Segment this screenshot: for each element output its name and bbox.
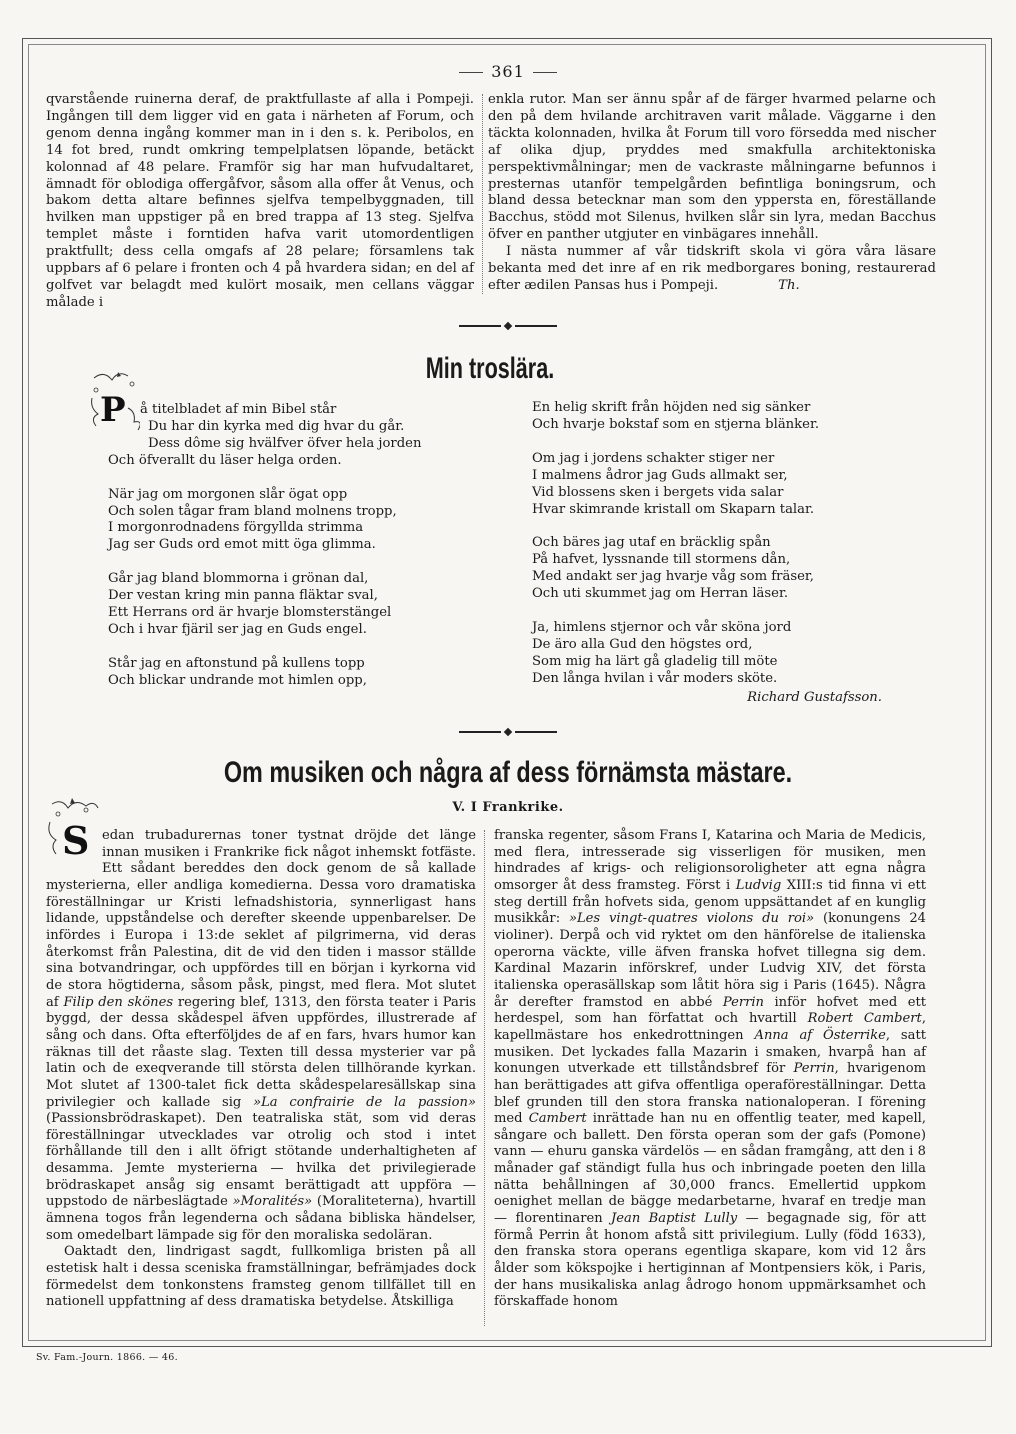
poem-left-stanza-2 bbox=[108, 487, 468, 555]
article-emphasis: Anna af Österrike bbox=[754, 1027, 886, 1043]
article-emphasis: Robert Cambert bbox=[807, 1011, 922, 1027]
poem-left-stanza-1 bbox=[108, 402, 468, 470]
article-text: (konungens 24 violiner). Derpå och vid ryktet om den hänförelse de italienska operorna väckte, ville äfven franska hofvet tillegna sig dem. Kardinal Mazarin införskref, under Ludvig XIV, det första italienska operasällskap som låtit höra sig i Paris (1645). Några år derefter framstod en abbé bbox=[494, 911, 927, 1010]
poem-line: Står jag en aftonstund på kullens topp bbox=[108, 655, 365, 671]
poem-author: Richard Gustafsson. bbox=[747, 689, 882, 705]
poem-line: Och blickar undrande mot himlen opp, bbox=[108, 672, 367, 688]
footer-journal-ref: Sv. Fam.-Journ. 1866. — 46. bbox=[36, 1352, 178, 1363]
poem-line: Ett Herrans ord är hvarje blomsterstängel bbox=[108, 605, 392, 621]
poem-left-stanza-4 bbox=[108, 656, 468, 690]
poem-initial: P bbox=[100, 390, 126, 430]
article-text: inför hofvet med ett herdespel, som han författat och hvartill bbox=[494, 994, 926, 1027]
ornament-divider-1 bbox=[0, 318, 1016, 332]
article-emphasis: Cambert bbox=[528, 1111, 587, 1127]
ornament-divider-2 bbox=[0, 724, 1016, 738]
article-emphasis: »Les vingt-quatres violons du roi» bbox=[568, 911, 815, 927]
article-emphasis: Jean Baptist Lully bbox=[611, 1211, 738, 1227]
poem-line: På hafvet, lyssnande till stormens dån, bbox=[532, 552, 791, 568]
article-emphasis: »Moralités» bbox=[232, 1194, 313, 1210]
article-text: franska regenter, såsom Frans I, Katarina och Maria de Medicis, med flera, intresserade sig visserligen för musiken, men hindrades af krigs- och religionsoroligheter att egna några omsorger åt dess framsteg. Först i bbox=[494, 828, 926, 893]
poem-line: Och uti skummet jag om Herran läser. bbox=[532, 586, 789, 602]
poem-line: Och öfverallt du läser helga orden. bbox=[108, 452, 342, 468]
article-right-paragraph bbox=[494, 828, 926, 1311]
poem-line: Och bäres jag utaf en bräcklig spån bbox=[532, 535, 771, 551]
poem-right-column bbox=[532, 400, 932, 705]
article-text: , kapellmästare hos enkedrottningen bbox=[494, 1011, 926, 1043]
article-emphasis: Perrin bbox=[793, 1061, 835, 1077]
poem-line: Som mig ha lärt gå gladelig till möte bbox=[532, 653, 778, 669]
poem-line: Den långa hvilan i vår moders sköte. bbox=[532, 670, 778, 686]
page-number-dash-left bbox=[459, 72, 483, 73]
top-right-paragraph-1: enkla rutor. Man ser ännu spår af de färger hvarmed pelarne och den på dem hvilande architraven varit målade. Väggarne i den täckta kolonnaden, hvilka åt Forum till voro försedda med nischer af olika djup, pryddes med smakfulla architektoniska perspektivmålningar; men de vackraste målningarne befunnos i presternas utanför tempelgården befintliga boningsrum, och bland dessa betecknar man som den yppersta en, föreställande Bacchus, stödd mot Silenus, hvilken slår sin lyra, medan Bacchus öfver en panther utgjuter en vinbägares innehåll. bbox=[488, 92, 936, 243]
article-emphasis: »La confrairie de la passion» bbox=[253, 1094, 476, 1110]
poem-line: I malmens ådror jag Guds allmakt ser, bbox=[532, 467, 788, 483]
poem-line: En helig skrift från höjden ned sig sänker bbox=[532, 400, 811, 415]
top-signature: Th. bbox=[778, 277, 800, 293]
poem-right-stanza-1 bbox=[532, 400, 932, 434]
article-emphasis: Ludvig bbox=[735, 877, 782, 893]
article-left-paragraph-2: Oaktadt den, lindrigast sagdt, fullkomliga bristen på all estetisk halt i dessa sceniska framställningar, befrämjades dock förmedelst dem tonkonstens framsteg genom tillfället till en nationell uppfattning af dess dramatiska betydelse. Åtskilliga bbox=[46, 1244, 476, 1310]
poem-line: Och i hvar fjäril ser jag en Guds engel. bbox=[108, 621, 367, 637]
poem-right-stanza-3 bbox=[532, 535, 932, 603]
article-text: XIII:s tid finna vi ett steg dertill från hofvets sida, genom uppsättandet af en kunglig musikkår: bbox=[494, 877, 926, 927]
article-right-column bbox=[494, 828, 926, 1311]
article-text: (Moraliteterna), hvartill ämnena togos från legenderna och sådana bibliska händelser, som omedelbart lämpade sig för den moraliska sedoläran. bbox=[46, 1194, 476, 1243]
poem-right-stanza-2 bbox=[532, 451, 932, 519]
article-text: — begagnade sig, för att förmå Perrin åt honom afstå sitt privilegium. Lully (född 1633), den franska stora operans egentliga skapare, kom vid 12 års ålder som kökspojke i hertiginnan af Montpensiers kök, i Paris, der hans musikaliska anlag ådrogo honom uppmärksamhet och förskaffade honom bbox=[494, 1211, 927, 1310]
article-emphasis: Perrin bbox=[722, 994, 764, 1010]
article-text: regering blef, 1313, den första teater i Paris byggd, der dessa skådespel äfven uppfördes, illustrerade af sång och dans. Ofta efterföljdes de af en fars, hvars humor kan räknas till det råaste slag. Texten till dessa mysterier var på latin och de exeqverande till största delen tillhörande kyrkan. Mot slutet af 1300-talet fick detta skådespelaresällskap sina privilegier och kallade sig bbox=[46, 994, 476, 1110]
article-text: inrättade han nu en offentlig teater, med kapell, sångare och ballett. Den första operan som der gafs (Pomone) vann — ehuru ganska värdelös — en sådan framgång, att den i 8 månader gaf ständigt fulla hus och inbringade poeten den lilla nätta behållningen af 30,000 francs. Emellertid uppkom oenighet mellan de bägge medarbetarne, hvaraf en tredje man — florentinaren bbox=[494, 1111, 926, 1227]
top-left-paragraph: qvarstående ruinerna deraf, de praktfullaste af alla i Pompeji. Ingången till dem ligger vid en gata i närheten af Forum, och genom denna ingång kommer man in i den s. k. Peribolos, en 14 fot bred, rundt omkring tempelplatsen löpande, betäckt kolonnad af 48 pelare. Framför sig har man hufvudaltaret, ämnadt för oblodiga offergåfvor, såsom alla offer åt Venus, och bakom detta altare befinnes sjelfva tempelbyggnaden, till hvilken man uppstiger på en bred trappa af 13 steg. Sjelfva templet måste i forntiden hafva varit utomordentligen praktfullt; dess cella omgafs af 28 pelare; församlens tak uppbars af 6 pelare i fronten och 4 på hvardera sidan; en del af golfvet var belagdt med kulört mosaik, men cellans väggar målade i bbox=[46, 92, 474, 310]
article-initial: S bbox=[62, 818, 90, 863]
article-text: (Passionsbrödraskapet). Den teatraliska stät, som vid deras föreställningar utvecklades var otrolig och stod i intet förhållande till den i allt öfrigt stötande underhaltigheten af desamma. Jemte mysterierna — hvilka det privilegierade brödraskapet ansåg sig ensamt berättigadt att uppföra — uppstodo de närbeslägtade bbox=[46, 1111, 476, 1210]
poem-line: Om jag i jordens schakter stiger ner bbox=[532, 450, 775, 466]
article-left-column bbox=[46, 828, 476, 1311]
poem-line: Der vestan kring min panna fläktar sval, bbox=[108, 588, 378, 604]
top-right-paragraph-2 bbox=[488, 244, 936, 295]
column-divider-top bbox=[482, 94, 483, 294]
poem-line: Med andakt ser jag hvarje våg som fräser, bbox=[532, 569, 814, 585]
poem-line: Och hvarje bokstaf som en stjerna blänker. bbox=[532, 416, 820, 432]
poem-line: De äro alla Gud den högstes ord, bbox=[532, 636, 753, 652]
article-left-paragraph-1 bbox=[46, 828, 476, 1244]
poem-line: å titelbladet af min Bibel står bbox=[140, 402, 337, 417]
poem-line: Ja, himlens stjernor och vår sköna jord bbox=[532, 620, 792, 636]
column-divider-article bbox=[484, 830, 485, 1326]
poem-line: I morgonrodnadens förgyllda strimma bbox=[108, 520, 364, 536]
article-emphasis: Filip den skönes bbox=[63, 994, 174, 1010]
poem-left-column bbox=[108, 402, 468, 707]
article-subtitle: V. I Frankrike. bbox=[452, 800, 564, 815]
poem-line: Och solen tågar fram bland molnens tropp, bbox=[108, 503, 397, 519]
page-number-dash-right bbox=[533, 72, 557, 73]
article-text: , satt musiken. Det lyckades falla Mazarin i smaken, hvarpå han af konungen utverkade ett tillståndsbref för bbox=[494, 1027, 926, 1077]
article-title: Om musiken och några af dess förnämsta mästare. bbox=[223, 756, 793, 789]
top-right-paragraph-2-text: I nästa nummer af vår tidskrift skola vi göra våra läsare bekanta med det inre af en rik medborgares boning, restaurerad efter ædilen Pansas hus i Pompeji. bbox=[488, 244, 936, 293]
article-text: , hvarigenom han berättigades att gifva offentliga operaföreställningar. Detta blef grunden till den stora franska nationaloperan. I förening med bbox=[494, 1061, 926, 1127]
poem-line: Vid blossens sken i bergets vida salar bbox=[532, 484, 784, 500]
page-number-text: 361 bbox=[491, 62, 525, 81]
poem-line: När jag om morgonen slår ögat opp bbox=[108, 486, 348, 502]
top-right-column bbox=[488, 92, 936, 295]
page-number bbox=[0, 62, 1016, 81]
poem-title: Min troslära. bbox=[425, 352, 555, 385]
poem-line: Går jag bland blommorna i grönan dal, bbox=[108, 571, 369, 587]
poem-left-stanza-3 bbox=[108, 571, 468, 639]
poem-line: Dess dôme sig hvälfver öfver hela jorden bbox=[148, 435, 422, 451]
poem-right-stanza-4 bbox=[532, 620, 932, 688]
top-left-column bbox=[46, 92, 474, 312]
article-text: edan trubadurernas toner tystnat dröjde det länge innan musiken i Frankrike fick något inhemskt fotfäste. Ett sådant bereddes den dock genom de så kallade mysterierna, eller andliga komedierna. Dessa voro dramatiska föreställningar ur Kristi lefnadshistoria, synnerligast hans lidande, uppståndelse och derefter skeende uppenbarelser. De infördes i Europa i 13:de seklet af pilgrimerna, vid deras återkomst från Palestina, dit de vid den tiden i massor ställde sina botvandringar, och uppfördes till en början i kyrkorna vid de stora högtiderna, såsom påsk, pingst, med flera. Mot slutet af bbox=[46, 828, 476, 1010]
poem-line: Jag ser Guds ord emot mitt öga glimma. bbox=[108, 537, 376, 553]
poem-line: Hvar skimrande kristall om Skaparn talar. bbox=[532, 501, 815, 517]
poem-line: Du har din kyrka med dig hvar du går. bbox=[148, 418, 405, 434]
